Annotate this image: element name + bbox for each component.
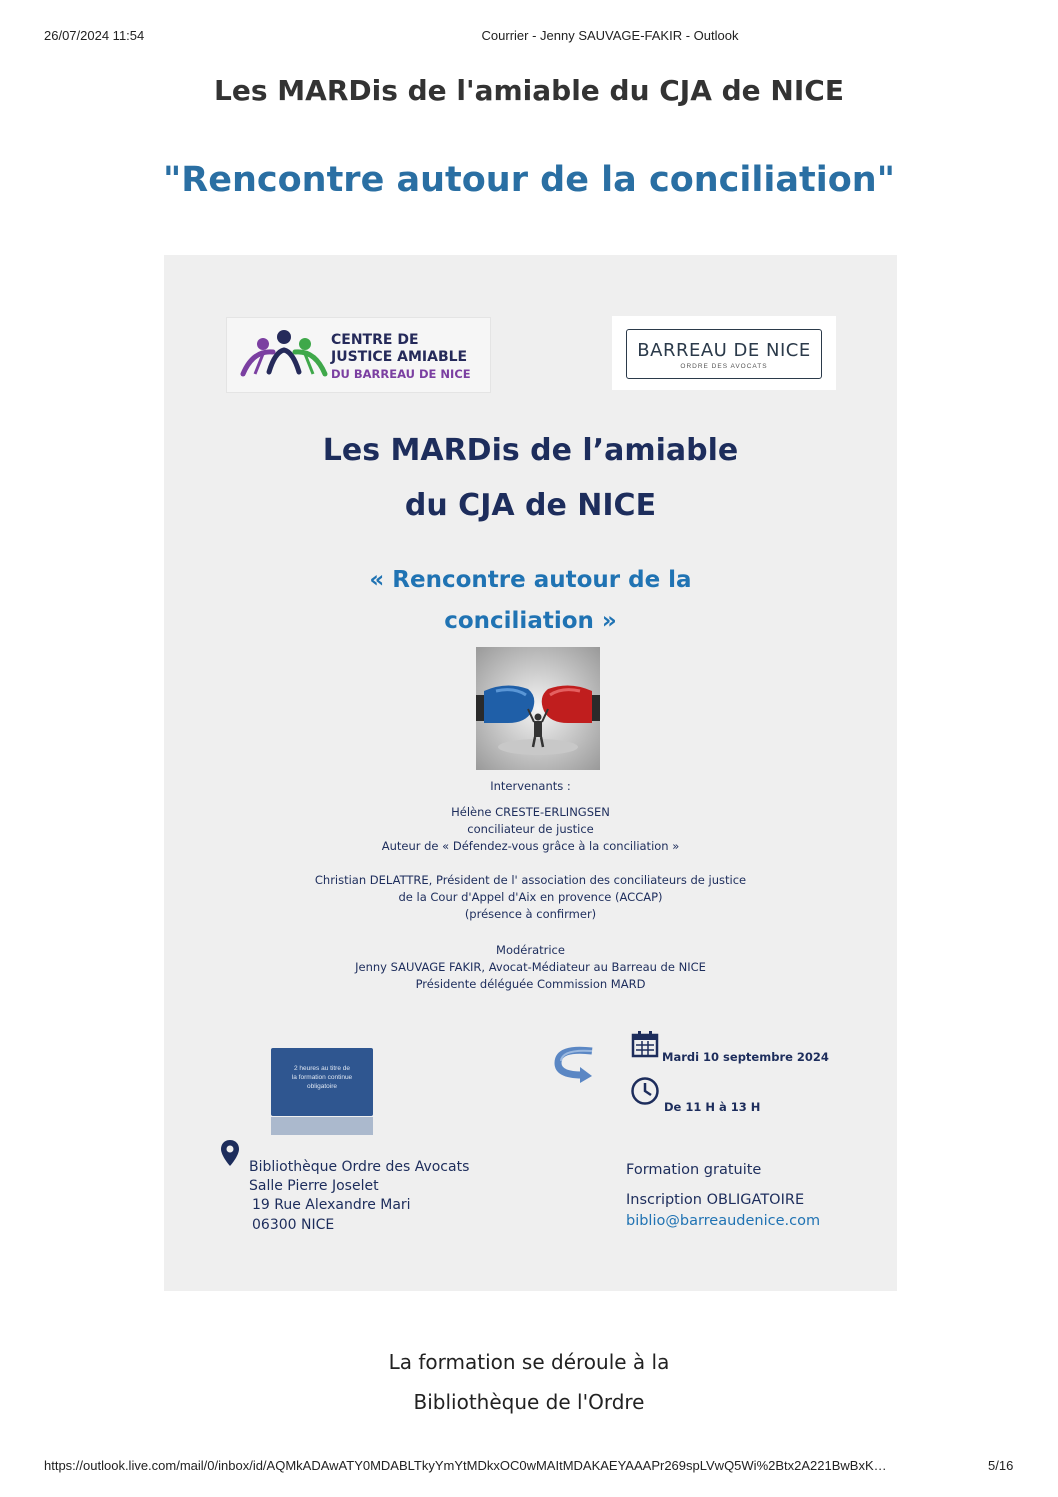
barreau-logo-subtitle: ORDRE DES AVOCATS [680,363,768,370]
barreau-logo-frame [626,329,822,379]
cja-logo [226,317,491,393]
clock-icon [630,1076,660,1106]
speaker1-book: Auteur de « Défendez-vous grâce à la conciliation » [381,839,680,853]
event-poster [164,255,897,1291]
venue-text-line1: La formation se déroule à la [388,1350,670,1374]
poster-subtitle-line1: « Rencontre autour de la [369,567,692,593]
print-date: 26/07/2024 11:54 [44,28,145,43]
cja-logo-line2: JUSTICE AMIABLE [331,349,468,365]
venue-text-line2: Bibliothèque de l'Ordre [413,1390,645,1414]
address-line2: Salle Pierre Joselet [249,1178,379,1194]
speaker1-name: Hélène CRESTE-ERLINGSEN [451,805,610,819]
moderator-line2: Présidente déléguée Commission MARD [415,977,646,991]
email-subheading: "Rencontre autour de la conciliation" [163,160,895,200]
registration-email[interactable]: biblio@barreaudenice.com [626,1213,821,1229]
event-time: De 11 H à 13 H [664,1100,761,1114]
address-line3: 19 Rue Alexandre Mari [252,1197,411,1213]
registration-required: Inscription OBLIGATOIRE [626,1192,805,1208]
location-pin-icon [220,1139,240,1167]
speaker1-role: conciliateur de justice [467,822,594,836]
address-line1: Bibliothèque Ordre des Avocats [249,1159,470,1175]
print-title: Courrier - Jenny SAUVAGE-FAKIR - Outlook [481,28,739,43]
poster-subtitle-line2: conciliation » [444,608,617,634]
cja-logo-line3: DU BARREAU DE NICE [331,367,471,381]
poster-title-line2: du CJA de NICE [404,488,657,523]
calendar-icon [631,1030,659,1058]
badge-reflection [271,1117,373,1135]
cja-logo-text [331,332,471,383]
print-page-number: 5/16 [988,1458,1014,1473]
badge-line2: la formation continue [291,1074,353,1081]
speaker2-line2: de la Cour d'Appel d'Aix en provence (ACCAP) [398,890,663,904]
event-date: Mardi 10 septembre 2024 [662,1050,829,1064]
speaker2-line1: Christian DELATTRE, Président de l' association des conciliateurs de justice [314,873,747,887]
speakers-label: Intervenants : [490,779,571,793]
badge-line3: obligatoire [307,1083,337,1090]
barreau-logo-name: BARREAU DE NICE [637,340,811,361]
address-line4: 06300 NICE [252,1217,335,1233]
curved-arrow-icon [552,1045,596,1085]
people-arch-icon [239,328,329,384]
boxing-gloves-photo [476,647,600,770]
speaker2-line3: (présence à confirmer) [464,907,597,921]
moderator-label: Modératrice [496,943,565,957]
training-hours-badge [271,1048,373,1116]
free-training: Formation gratuite [626,1162,762,1178]
badge-line1: 2 heures au titre de [293,1065,350,1072]
email-heading: Les MARDis de l'amiable du CJA de NICE [214,74,844,107]
badge-text [271,1064,373,1091]
print-url: https://outlook.live.com/mail/0/inbox/id/AQMkADAwATY0MDABLTkyYmYtMDkxOC0wMAItMDAKAEYAAAPr269spLVwQ5Wi%2Btx2A221BwBxK… [44,1458,887,1473]
cja-logo-line1: CENTRE DE [331,332,419,348]
barreau-logo [612,316,836,390]
moderator-line1: Jenny SAUVAGE FAKIR, Avocat-Médiateur au Barreau de NICE [355,960,706,974]
poster-title-line1: Les MARDis de l’amiable [322,433,739,468]
